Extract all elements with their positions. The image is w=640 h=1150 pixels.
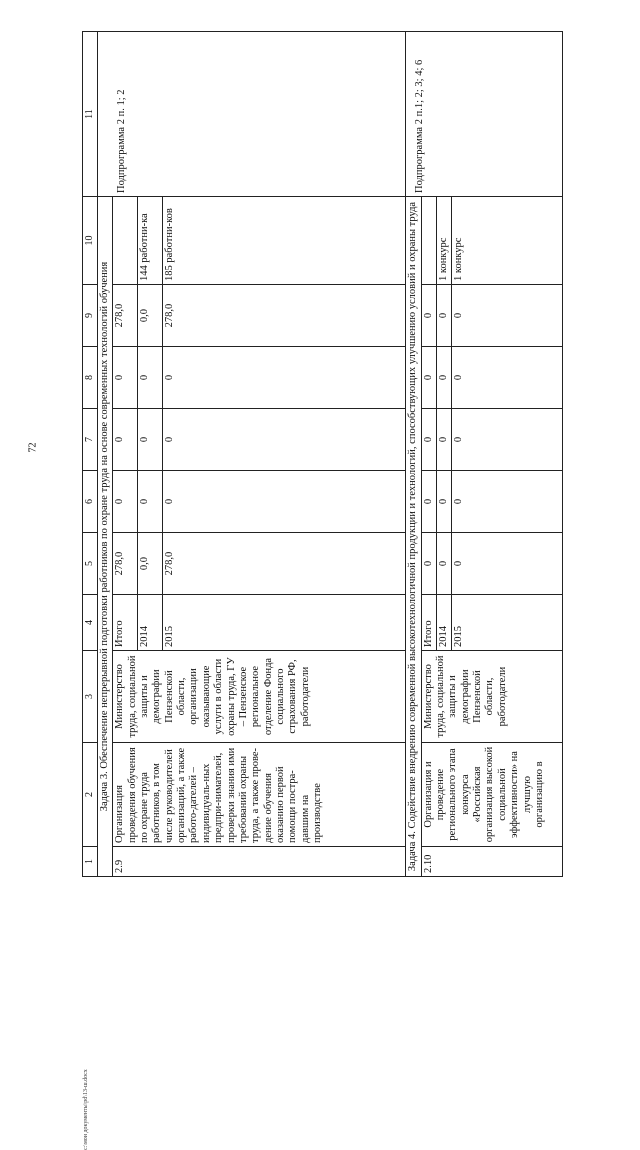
task3-title: Задача 3. Обеспечение непрерывной подготовки работников по охране труда на основе современных технологий обучения [97, 197, 112, 877]
task3-c5-2014: 0,0 [138, 533, 163, 595]
task3-title-row [97, 32, 112, 877]
task4-c8-2014: 0 [436, 347, 451, 409]
task4-c6-total: 0 [421, 471, 436, 533]
task3-subprogram: Подпрограмма 2 п. 1; 2 [97, 32, 405, 197]
col-header-11: 11 [83, 32, 98, 197]
col-header-9: 9 [83, 285, 98, 347]
task4-c7-total: 0 [421, 409, 436, 471]
task3-c8-2015: 0 [163, 347, 406, 409]
task3-row-num: 2.9 [113, 847, 406, 877]
task3-c5-total: 278,0 [113, 533, 138, 595]
task4-subprogram: Подпрограмма 2 п.1; 2; 3; 4; 6 [406, 32, 563, 197]
task4-title-row [406, 32, 421, 877]
task3-year-total: Итого [113, 595, 138, 651]
task4-c10-2015: 1 конкурс [452, 197, 563, 285]
task4-c9-2014: 0 [436, 285, 451, 347]
task3-c8-2014: 0 [138, 347, 163, 409]
task4-row-executors: Министерство труда, социальной защиты и демографии Пензенской области, работодатели [421, 651, 563, 743]
footer-file-path: c:\мои документы\pd\13-ш.docx [83, 1069, 89, 1150]
task3-row-name: Организация проведения обучения по охране труда работников, в том числе руководителей организаций, а также работо-дателей – индивидуаль-ных предпри-нимателей, проверки знания ими требований охраны труда, а также прове-дение обучения оказанию первой помощи постра-давшим на производстве [113, 743, 406, 847]
col-header-6: 6 [83, 471, 98, 533]
task4-year-total: Итого [421, 595, 436, 651]
task3-c7-total: 0 [113, 409, 138, 471]
task3-c10-total [113, 197, 138, 285]
col-header-3: 3 [83, 651, 98, 743]
task3-c10-2015: 185 работни-ков [163, 197, 406, 285]
task4-c5-2014: 0 [436, 533, 451, 595]
task4-c8-total: 0 [421, 347, 436, 409]
col-header-7: 7 [83, 409, 98, 471]
task3-c9-2014: 0,0 [138, 285, 163, 347]
task3-c9-2015: 278,0 [163, 285, 406, 347]
task4-c6-2015: 0 [452, 471, 563, 533]
task3-c5-2015: 278,0 [163, 533, 406, 595]
task3-c6-2015: 0 [163, 471, 406, 533]
task4-c5-2015: 0 [452, 533, 563, 595]
task3-c8-total: 0 [113, 347, 138, 409]
col-header-4: 4 [83, 595, 98, 651]
task4-title: Задача 4. Содействие внедрению современной высокотехнологичной продукции и технологий, способствующих улучшению условий и охраны труда [406, 197, 421, 877]
task4-c10-2014: 1 конкурс [436, 197, 451, 285]
task3-c10-2014: 144 работни-ка [138, 197, 163, 285]
program-table [82, 31, 563, 877]
col-header-8: 8 [83, 347, 98, 409]
task4-year-2014: 2014 [436, 595, 451, 651]
task3-c7-2015: 0 [163, 409, 406, 471]
page-number: 72 [27, 442, 39, 453]
task3-c7-2014: 0 [138, 409, 163, 471]
task4-row-name: Организация и проведение регионального этапа конкурса «Российская организация высокой социальной эффективности» на лучшую организацию в [421, 743, 563, 847]
col-header-2: 2 [83, 743, 98, 847]
header-row [83, 32, 98, 877]
task4-c7-2015: 0 [452, 409, 563, 471]
task3-row-executors: Министерство труда, социальной защиты и демографии Пензенской области, организации оказывающие услуги в области охраны труда, ГУ – Пензенское региональное отделение Фонда социального страхования РФ, работодатели [113, 651, 406, 743]
task3-year-2015: 2015 [163, 595, 406, 651]
col-header-5: 5 [83, 533, 98, 595]
task3-c6-2014: 0 [138, 471, 163, 533]
col-header-10: 10 [83, 197, 98, 285]
rotated-table-page [82, 32, 545, 877]
task4-row-num: 2.10 [421, 847, 563, 877]
task4-c6-2014: 0 [436, 471, 451, 533]
task4-c10-total [421, 197, 436, 285]
task4-c5-total: 0 [421, 533, 436, 595]
task3-year-2014: 2014 [138, 595, 163, 651]
task3-c9-total: 278,0 [113, 285, 138, 347]
task4-c7-2014: 0 [436, 409, 451, 471]
task4-year-2015: 2015 [452, 595, 563, 651]
task3-c6-total: 0 [113, 471, 138, 533]
col-header-1: 1 [83, 847, 98, 877]
task4-c9-2015: 0 [452, 285, 563, 347]
task4-c9-total: 0 [421, 285, 436, 347]
task4-c8-2015: 0 [452, 347, 563, 409]
